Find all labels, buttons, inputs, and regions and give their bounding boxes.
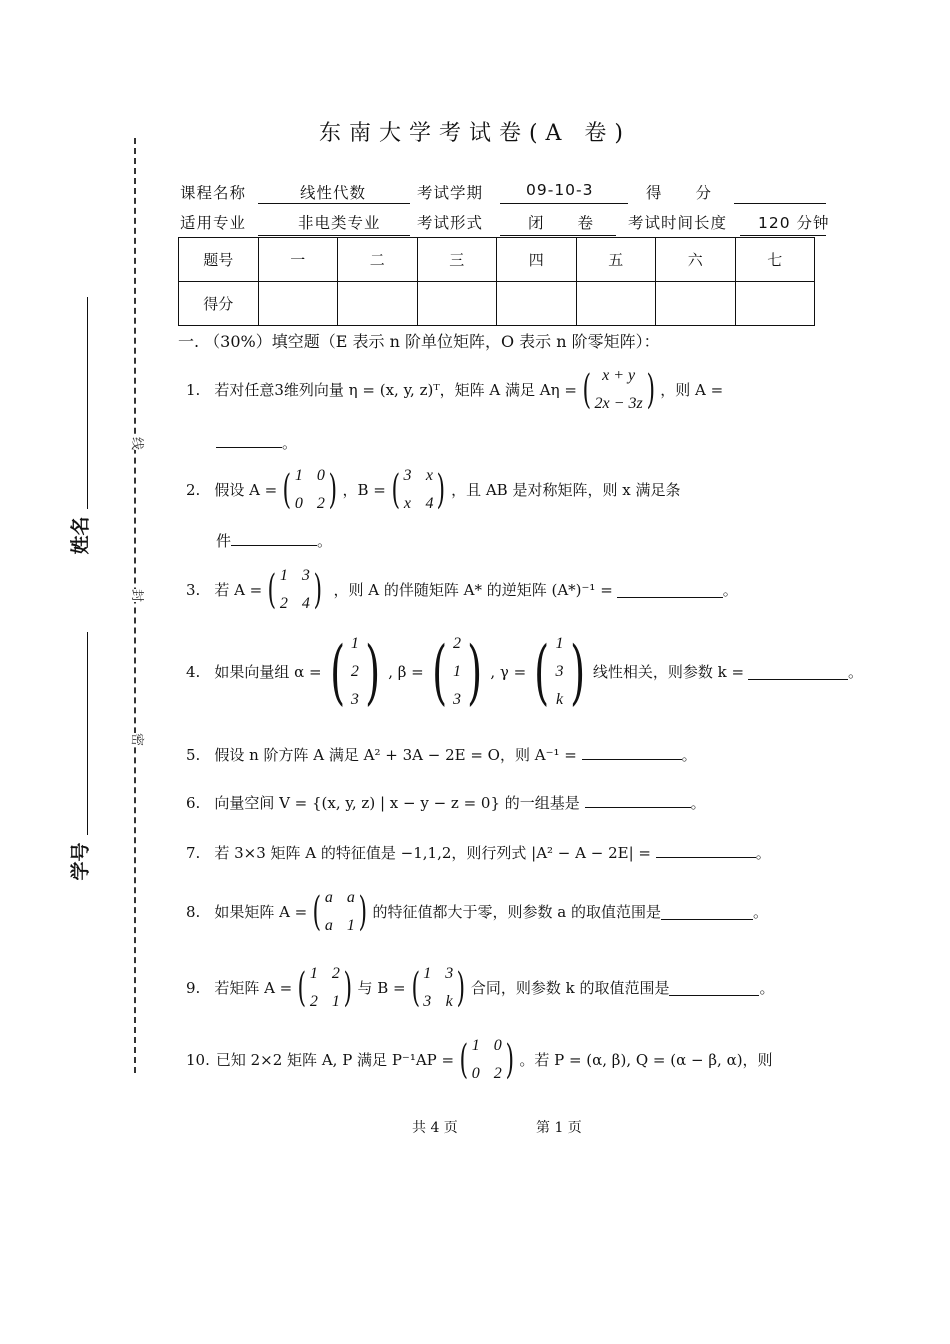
q2-text-a: 假设 A =	[214, 481, 278, 499]
q4-alpha-entry: 3	[350, 691, 359, 708]
q8-text-a: 如果矩阵 A =	[214, 903, 308, 921]
q2-cont: 件	[216, 532, 232, 550]
question-col: 三	[417, 238, 497, 282]
q3-entry: 3	[301, 567, 310, 584]
q5-end: 。	[681, 746, 697, 764]
q1-entry: 2x − 3z	[594, 395, 643, 412]
q8-blank[interactable]	[661, 904, 753, 920]
q10-text-b: 。若 P = (α, β), Q = (α − β, α)，则	[519, 1051, 773, 1069]
major-underline	[258, 235, 410, 236]
score-table	[178, 237, 815, 326]
student-id-label: 学号	[69, 842, 92, 881]
question-col: 六	[656, 238, 736, 282]
score-cell	[576, 282, 656, 326]
q3-number: 3.	[186, 581, 201, 599]
q10-entry: 2	[493, 1065, 502, 1082]
q2-a-entry: 0	[294, 495, 303, 512]
q2-blank[interactable]	[231, 530, 317, 546]
q9-a-entry: 2	[309, 993, 318, 1010]
cut-mark-seal: 封	[127, 589, 150, 602]
q5-number: 5.	[186, 746, 201, 764]
q9-blank[interactable]	[669, 980, 759, 996]
q4-beta-vector: ( 2 1 3 )	[431, 631, 483, 713]
q1-vector: ( x + y 2x − 3z )	[582, 367, 655, 413]
major-label: 适用专业	[180, 214, 247, 232]
format-underline	[500, 235, 616, 236]
exam-title: 东南大学考试卷(A 卷)	[318, 121, 632, 146]
q4-alpha-entry: 1	[350, 635, 359, 652]
term-value: 09-10-3	[526, 181, 594, 199]
q2-answer	[216, 530, 332, 551]
course-value: 线性代数	[300, 184, 367, 202]
term-underline	[500, 203, 628, 204]
score-cell	[497, 282, 577, 326]
name-line	[87, 297, 88, 509]
q3-entry: 1	[279, 567, 288, 584]
question-6	[186, 792, 706, 813]
q2-b-entry: 3	[403, 467, 412, 484]
q7-blank[interactable]	[656, 842, 756, 858]
student-id-line	[87, 632, 88, 835]
q4-text-b: , β =	[388, 663, 424, 681]
q3-entry: 2	[279, 595, 288, 612]
q1-end: 。	[282, 434, 298, 452]
question-col: 二	[338, 238, 418, 282]
q2-end: 。	[317, 532, 333, 550]
q9-matrix-b: ( 1 3 3 k )	[411, 965, 466, 1011]
q2-a-entry: 0	[316, 467, 325, 484]
duration-underline	[740, 235, 826, 236]
name-label: 姓名	[69, 516, 92, 555]
question-col: 七	[735, 238, 815, 282]
q2-b-entry: x	[403, 495, 411, 512]
score-cell	[258, 282, 338, 326]
question-5	[186, 744, 697, 765]
duration-value: 120 分钟	[758, 214, 830, 232]
q3-entry: 4	[301, 595, 310, 612]
q1-answer	[216, 432, 297, 453]
q9-a-entry: 1	[309, 965, 318, 982]
q4-text-a: 如果向量组 α =	[214, 663, 322, 681]
q8-entry: a	[324, 917, 333, 934]
score-row-label: 得分	[179, 282, 259, 326]
q9-text-c: 合同，则参数 k 的取值范围是	[470, 979, 670, 997]
cut-mark-secret: 密	[127, 733, 150, 746]
score-cell	[735, 282, 815, 326]
question-10	[186, 1036, 773, 1084]
q9-a-entry: 2	[331, 965, 340, 982]
q9-text-b: 与 B =	[357, 979, 406, 997]
course-underline	[258, 203, 410, 204]
score-label: 得 分	[646, 184, 713, 202]
major-value: 非电类专业	[298, 214, 381, 232]
q2-text-c: ，且 AB 是对称矩阵，则 x 满足条	[451, 481, 681, 499]
q9-b-entry: 1	[423, 965, 432, 982]
q3-text-b: ，则 A 的伴随矩阵 A* 的逆矩阵 (A*)⁻¹ =	[333, 581, 613, 599]
q2-a-entry: 2	[316, 495, 325, 512]
q8-matrix: ( a a a 1 )	[312, 889, 367, 935]
score-cell	[417, 282, 497, 326]
q7-text: 若 3×3 矩阵 A 的特征值是 −1,1,2，则行列式 |A² − A − 2E| =	[214, 844, 651, 862]
question-col: 四	[497, 238, 577, 282]
q8-text-b: 的特征值都大于零，则参数 a 的取值范围是	[372, 903, 661, 921]
q2-matrix-a: ( 1 0 0 2 )	[282, 467, 337, 513]
question-7	[186, 842, 771, 863]
score-cell	[338, 282, 418, 326]
q4-gamma-entry: k	[555, 691, 564, 708]
cut-mark-line: 线	[127, 437, 150, 450]
binding-dashed-line	[134, 138, 136, 1073]
term-label: 考试学期	[417, 184, 484, 202]
q6-blank[interactable]	[585, 792, 691, 808]
question-1	[186, 366, 723, 414]
q10-matrix: ( 1 0 0 2 )	[459, 1037, 514, 1083]
question-3	[186, 566, 738, 614]
q9-b-entry: 3	[445, 965, 454, 982]
q3-end: 。	[722, 581, 738, 599]
score-underline	[734, 203, 826, 204]
q6-text: 向量空间 V = {(x, y, z) | x − y − z = 0} 的一组基是	[214, 794, 580, 812]
q10-entry: 0	[471, 1065, 480, 1082]
section-heading: 一. （30%）填空题（E 表示 n 阶单位矩阵，O 表示 n 阶零矩阵）：	[178, 332, 660, 351]
q9-text-a: 若矩阵 A =	[214, 979, 293, 997]
question-9	[186, 964, 774, 1012]
q4-end: 。	[848, 663, 864, 681]
question-col: 一	[258, 238, 338, 282]
duration-label: 考试时间长度	[628, 214, 728, 232]
q8-entry: a	[324, 889, 333, 906]
q10-entry: 0	[493, 1037, 502, 1054]
q3-blank[interactable]	[617, 582, 723, 598]
q10-text-a: 已知 2×2 矩阵 A, P 满足 P⁻¹AP =	[215, 1051, 455, 1069]
q4-gamma-entry: 1	[555, 635, 564, 652]
q9-a-entry: 1	[331, 993, 340, 1010]
q2-b-entry: 4	[425, 495, 434, 512]
question-2	[186, 466, 680, 514]
q9-matrix-a: ( 1 2 2 1 )	[297, 965, 352, 1011]
q4-alpha-entry: 2	[350, 663, 359, 680]
q4-number: 4.	[186, 663, 201, 681]
page-total: 共 4 页	[412, 1120, 458, 1136]
q4-beta-entry: 3	[453, 691, 462, 708]
q1-number: 1.	[186, 381, 201, 399]
q9-number: 9.	[186, 979, 201, 997]
q7-number: 7.	[186, 844, 201, 862]
q10-number: 10.	[186, 1051, 210, 1069]
q4-gamma-entry: 3	[555, 663, 564, 680]
question-4	[186, 631, 864, 713]
q2-a-entry: 1	[294, 467, 303, 484]
q4-beta-entry: 2	[453, 635, 462, 652]
question-8	[186, 888, 768, 936]
q2-number: 2.	[186, 481, 201, 499]
question-number-row	[179, 238, 815, 282]
format-label: 考试形式	[417, 214, 484, 232]
q4-text-d: 线性相关，则参数 k =	[592, 663, 745, 681]
q5-text: 假设 n 阶方阵 A 满足 A² + 3A − 2E = O，则 A⁻¹ =	[214, 746, 577, 764]
q4-beta-entry: 1	[453, 663, 462, 680]
q3-matrix: ( 1 3 2 4 )	[267, 567, 322, 613]
q8-entry: 1	[346, 917, 355, 934]
q8-entry: a	[346, 889, 355, 906]
q10-entry: 1	[471, 1037, 480, 1054]
q3-text-a: 若 A =	[214, 581, 263, 599]
q8-end: 。	[752, 903, 768, 921]
q4-text-c: , γ =	[490, 663, 527, 681]
q4-alpha-vector: ( 1 2 3 )	[329, 631, 381, 713]
question-number-label: 题号	[179, 238, 259, 282]
q1-entry: x + y	[602, 367, 636, 384]
score-row	[179, 282, 815, 326]
q2-b-entry: x	[425, 467, 433, 484]
q2-matrix-b: ( 3 x x 4 )	[391, 467, 446, 513]
page-number: 第 1 页	[536, 1120, 582, 1136]
q1-blank[interactable]	[216, 432, 282, 448]
q9-b-entry: k	[445, 993, 453, 1010]
q4-blank[interactable]	[748, 664, 848, 680]
format-value: 闭 卷	[528, 214, 595, 232]
q6-number: 6.	[186, 794, 201, 812]
course-label: 课程名称	[180, 184, 247, 202]
q7-end: 。	[755, 844, 771, 862]
q9-end: 。	[759, 979, 775, 997]
q2-text-b: ，B =	[342, 481, 386, 499]
q5-blank[interactable]	[582, 744, 682, 760]
q9-b-entry: 3	[423, 993, 432, 1010]
question-col: 五	[576, 238, 656, 282]
score-cell	[656, 282, 736, 326]
q6-end: 。	[690, 794, 706, 812]
q4-gamma-vector: ( 1 3 k )	[534, 631, 585, 713]
q1-text: 若对任意3维列向量 η = (x, y, z)ᵀ，矩阵 A 满足 Aη =	[214, 381, 577, 399]
q1-tail: ，则 A =	[660, 381, 724, 399]
q8-number: 8.	[186, 903, 201, 921]
